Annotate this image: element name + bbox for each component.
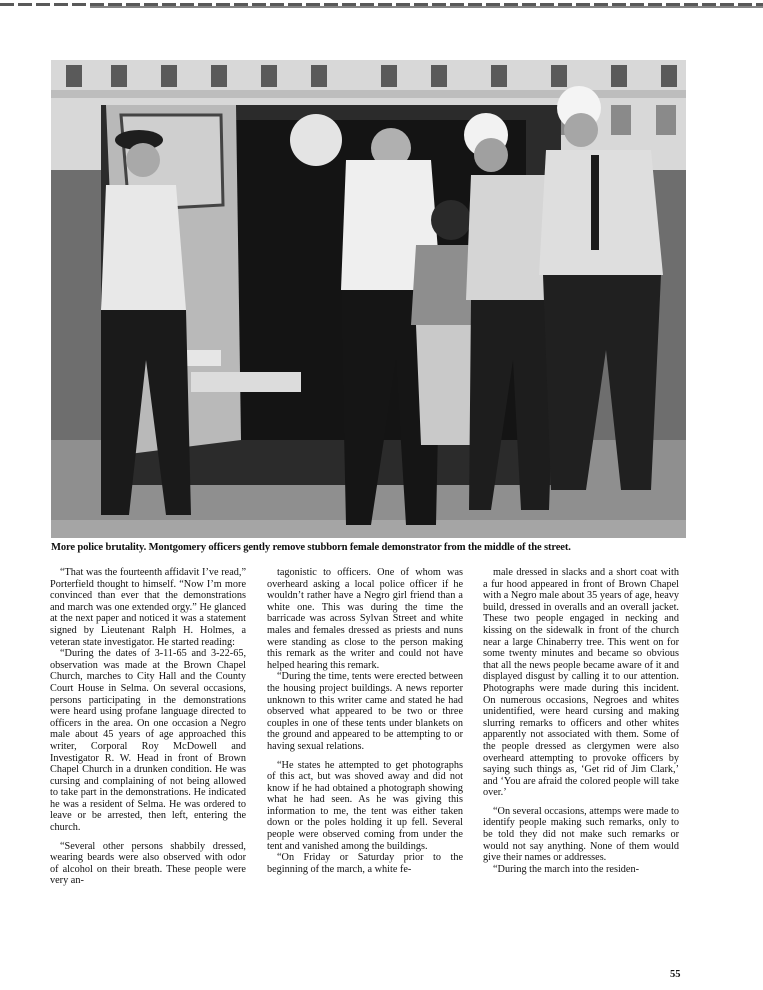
- paragraph: “That was the fourteenth affidavit I’ve read,” Porterfield thought to himself. “Now I’m more convinced than ever that the demonstrations and march was one extended orgy.” He glanced at the next paper and noticed it was a statement signed by Lieutenant Ralph H. Holmes, a veteran state investigator. He started reading:: [50, 567, 246, 648]
- top-rule-secondary: [90, 6, 763, 8]
- text-column-3: [483, 567, 679, 875]
- news-photo: [51, 60, 686, 538]
- paragraph: “On Friday or Saturday prior to the beginning of the march, a white fe-: [267, 852, 463, 875]
- text-column-2: [267, 567, 463, 875]
- paragraph: “He states he attempted to get photographs of this act, but was shoved away and did not know if he had obtained a photograph showing what he had seen. As he was giving this information to me, the tent was either taken down or the poles holding it up fell. Several people were observed coming from under the tent and vanished among the buildings.: [267, 759, 463, 852]
- paragraph: “During the march into the residen-: [493, 863, 640, 875]
- paragraph: “During the dates of 3-11-65 and 3-22-65, observation was made at the Brown Chapel Church, marches to City Hall and the County Court House in Selma. On several occasions, persons participating in the demonstrations were heard using profane language directed to officers in the area. On one occasion a Negro male about 45 years of age approached this writer, Corporal Roy McDowell and Investigator R. W. Head in front of Brown Chapel Church in a drunken condition. He was cursing and complaining of not being allowed to take part in the demonstrations. He indicated he was a resident of Selma. He was ordered to leave or be arrested, then left, entering the church.: [50, 648, 246, 834]
- paragraph: “On several occasions, attemps were made to identify people making such remarks, only to be told they did not make such remarks or would not say anything. None of them would give their names or addresses.: [483, 805, 679, 864]
- paragraph: tagonistic to officers. One of whom was overheard asking a local police officer if he wouldn’t rather have a Negro girl friend than a white one. This was during the time the barricade was across Sylvan Street and white males and females dressed as priests and nuns were standing as close to the person making this remark as the writer and could not have helped hearing this remark.: [267, 567, 463, 671]
- paragraph: “Several other persons shabbily dressed, wearing beards were also observed with odor of alcohol on their breath. These people were very an-: [50, 840, 246, 887]
- photo-caption: More police brutality. Montgomery officers gently remove stubborn female demonstrator from the middle of the street.: [51, 542, 571, 553]
- text-column-1: [50, 567, 246, 887]
- paragraph: male dressed in slacks and a short coat with a fur hood appeared in front of Brown Chapel with a Negro male about 35 years of age, heavy build, dressed in overalls and an overall jacket. These two people engaged in necking and kissing on the sidewalk in front of the church near a large Chinaberry tree. This went on for some twenty minutes and became so obvious that all the news people became aware of it and displayed disgust by calling it to our attention. Photographs were made during this incident. On numerous occasions, Negroes and whites unidentified, were heard cursing and making slurring remarks to officers and other whites apparently not associated with them. Some of the people dressed as clergymen were also overheard attempting to provoke officers by saying such things as, ‘Get rid of Jim Clark,’ and ‘You are afraid the colored people will take over.’: [483, 567, 679, 799]
- paragraph: “During the time, tents were erected between the housing project buildings. A news reporter unknown to this writer came and stated he had observed what appeared to be two or three couples in one of these tents under blankets on the ground and appeared to be attempting to or having sexual relations.: [267, 671, 463, 752]
- page-number: 55: [670, 969, 681, 980]
